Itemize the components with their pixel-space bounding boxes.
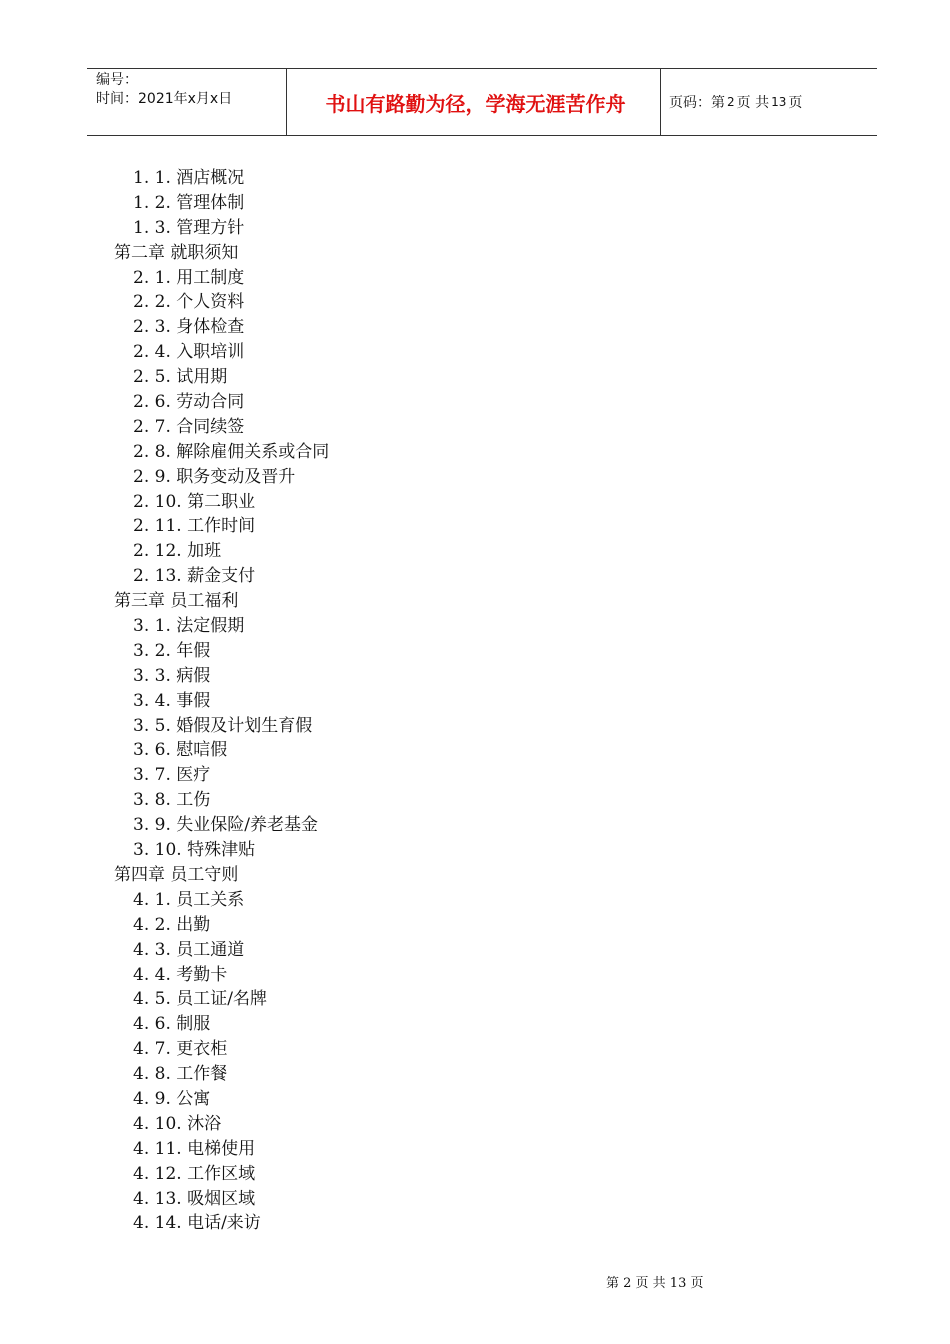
toc-item: 3. 9. 失业保险/养老基金 xyxy=(133,815,318,836)
toc-item: 4. 13. 吸烟区域 xyxy=(133,1188,256,1209)
page-total: 13 xyxy=(771,95,787,109)
page-header xyxy=(87,68,877,136)
toc-item: 2. 2. 个人资料 xyxy=(133,292,245,313)
toc-item: 4. 4. 考勤卡 xyxy=(133,964,228,985)
page-middle: 页 共 xyxy=(736,95,770,111)
toc-item: 2. 12. 加班 xyxy=(133,541,222,562)
page-suffix: 页 xyxy=(788,95,803,111)
toc-item: 3. 1. 法定假期 xyxy=(133,616,245,637)
toc-item: 4. 10. 沐浴 xyxy=(133,1113,222,1134)
header-meta xyxy=(87,69,287,135)
toc-item: 1. 3. 管理方针 xyxy=(133,217,245,238)
time-label: 时间：2021年x月x日 xyxy=(96,91,233,107)
toc-item: 2. 5. 试用期 xyxy=(133,367,228,388)
page-footer: 第 2 页 共 13 页 xyxy=(606,1276,704,1291)
toc-item: 3. 2. 年假 xyxy=(133,640,211,661)
toc-item: 2. 1. 用工制度 xyxy=(133,267,245,288)
toc-item: 2. 6. 劳动合同 xyxy=(133,392,245,413)
toc-item: 3. 8. 工伤 xyxy=(133,790,211,811)
toc-item: 3. 6. 慰唁假 xyxy=(133,740,228,761)
toc-item: 2. 7. 合同续签 xyxy=(133,416,245,437)
toc-item: 2. 9. 职务变动及晋升 xyxy=(133,466,296,487)
toc-item: 2. 3. 身体检查 xyxy=(133,317,245,338)
toc-item: 3. 4. 事假 xyxy=(133,690,211,711)
page-prefix: 页码：第 xyxy=(669,95,725,111)
toc-item: 1. 1. 酒店概况 xyxy=(133,168,245,188)
toc-item: 4. 3. 员工通道 xyxy=(133,939,245,960)
toc-item: 3. 10. 特殊津贴 xyxy=(133,840,256,861)
toc-item: 2. 11. 工作时间 xyxy=(133,516,256,537)
toc-item: 4. 12. 工作区域 xyxy=(133,1163,256,1184)
header-page-number xyxy=(661,69,877,135)
toc-chapter: 第二章 就职须知 xyxy=(114,242,239,263)
toc-item: 2. 4. 入职培训 xyxy=(133,342,245,363)
toc-item: 4. 5. 员工证/名牌 xyxy=(133,989,267,1010)
toc-item: 2. 8. 解除雇佣关系或合同 xyxy=(133,441,330,462)
table-of-contents xyxy=(0,166,950,1236)
toc-item: 4. 1. 员工关系 xyxy=(133,889,245,910)
toc-item: 2. 13. 薪金支付 xyxy=(133,566,256,587)
toc-item: 4. 14. 电话/来访 xyxy=(133,1213,261,1234)
toc-item: 4. 9. 公寓 xyxy=(133,1088,211,1109)
toc-item: 4. 2. 出勤 xyxy=(133,914,211,935)
toc-chapter: 第四章 员工守则 xyxy=(114,864,239,885)
page-current: 2 xyxy=(727,95,735,109)
toc-item: 3. 7. 医疗 xyxy=(133,765,211,786)
toc-item: 4. 6. 制服 xyxy=(133,1014,211,1035)
toc-item: 4. 7. 更衣柜 xyxy=(133,1039,228,1060)
toc-item: 3. 3. 病假 xyxy=(133,665,211,686)
toc-item: 4. 8. 工作餐 xyxy=(133,1064,228,1085)
toc-item: 2. 10. 第二职业 xyxy=(133,491,256,512)
header-motto: 书山有路勤为径，学海无涯苦作舟 xyxy=(287,69,661,135)
toc-item: 4. 11. 电梯使用 xyxy=(133,1138,256,1159)
toc-chapter: 第三章 员工福利 xyxy=(114,591,239,612)
toc-item: 1. 2. 管理体制 xyxy=(133,192,245,213)
toc-item: 3. 5. 婚假及计划生育假 xyxy=(133,715,313,736)
number-label: 编号： xyxy=(96,72,138,88)
